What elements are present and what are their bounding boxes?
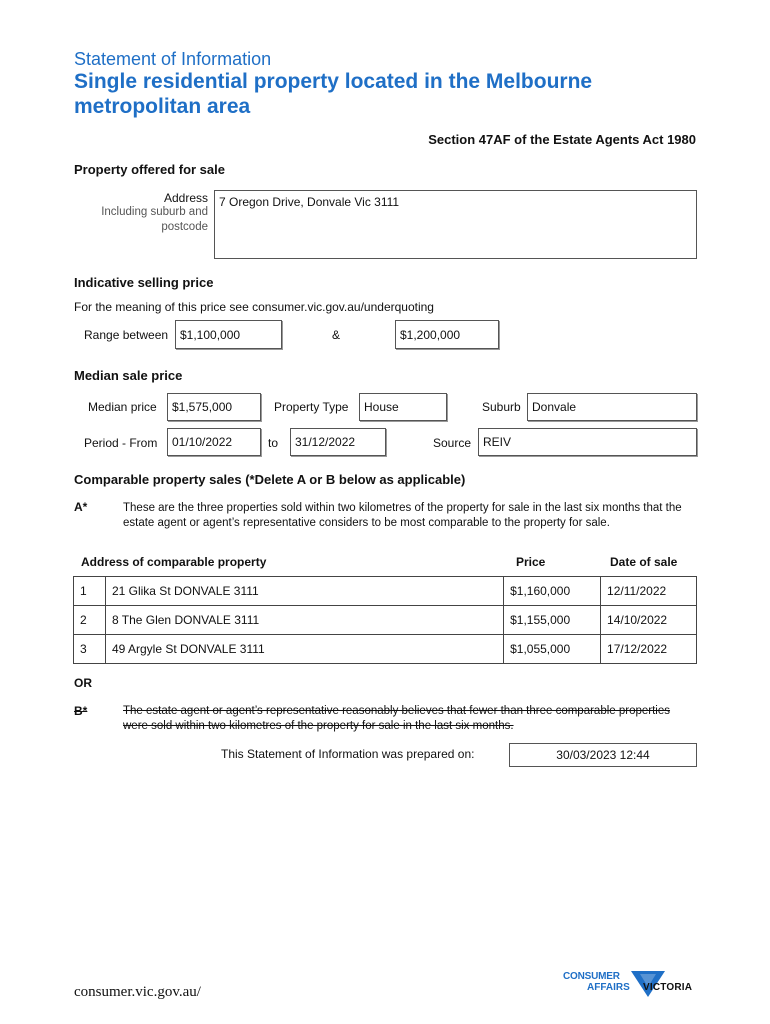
- act-reference: Section 47AF of the Estate Agents Act 1980: [428, 132, 696, 147]
- row-address[interactable]: 21 Glika St DONVALE 3111: [105, 577, 503, 606]
- row-number: 2: [74, 606, 106, 635]
- source-value: REIV: [483, 435, 512, 449]
- median-price-label: Median price: [88, 400, 157, 414]
- logo-line-consumer: CONSUMER: [563, 971, 620, 982]
- indicative-heading: Indicative selling price: [74, 275, 214, 290]
- prepared-date-value: 30/03/2023 12:44: [556, 748, 650, 762]
- table-row: [74, 577, 697, 606]
- row-number: 3: [74, 635, 106, 664]
- median-price-field[interactable]: [167, 393, 261, 421]
- range-high-field[interactable]: [395, 320, 499, 349]
- column-address-header: Address of comparable property: [81, 555, 267, 569]
- underquoting-note: For the meaning of this price see consumer.vic.gov.au/underquoting: [74, 300, 434, 314]
- property-type-field[interactable]: [359, 393, 447, 421]
- address-label: Address: [163, 191, 208, 205]
- median-heading: Median sale price: [74, 368, 183, 383]
- period-from-value: 01/10/2022: [172, 435, 233, 449]
- logo-line-victoria: VICTORIA: [643, 982, 693, 993]
- period-to-field[interactable]: [290, 428, 386, 456]
- comparable-heading: Comparable property sales (*Delete A or B below as applicable): [74, 472, 466, 487]
- row-date[interactable]: 14/10/2022: [601, 606, 697, 635]
- suburb-field[interactable]: [527, 393, 697, 421]
- document-title: Single residential property located in the Melbourne metropolitan area: [74, 70, 593, 118]
- period-to-value: 31/12/2022: [295, 435, 356, 449]
- row-address[interactable]: 49 Argyle St DONVALE 3111: [105, 635, 503, 664]
- row-price[interactable]: $1,155,000: [504, 606, 601, 635]
- footer-url: consumer.vic.gov.au/: [74, 984, 201, 1000]
- row-date[interactable]: 17/12/2022: [601, 635, 697, 664]
- period-to-label: to: [268, 436, 279, 450]
- consumer-affairs-logo: [563, 971, 703, 999]
- column-date-header: Date of sale: [610, 555, 678, 569]
- row-address[interactable]: 8 The Glen DONVALE 3111: [105, 606, 503, 635]
- or-label: OR: [74, 676, 92, 690]
- range-low-value: $1,100,000: [180, 327, 241, 342]
- source-label: Source: [433, 436, 472, 450]
- range-label: Range between: [84, 328, 169, 342]
- address-sublabel-1: Including suburb and: [101, 206, 208, 218]
- period-from-label: Period - From: [84, 436, 158, 450]
- address-field[interactable]: [214, 190, 697, 259]
- range-low-field[interactable]: [175, 320, 282, 349]
- suburb-value: Donvale: [532, 400, 577, 414]
- option-b-label: B*: [74, 704, 88, 718]
- period-from-field[interactable]: [167, 428, 261, 456]
- row-number: 1: [74, 577, 106, 606]
- source-field[interactable]: [478, 428, 697, 456]
- comparable-table: [73, 576, 697, 664]
- median-price-value: $1,575,000: [172, 400, 233, 414]
- option-a-text: These are the three properties sold within two kilometres of the property for sale in the last six months that the estate agent or agent’s representative considers to be most comparable to the property for sale.: [123, 502, 682, 529]
- property-type-value: House: [364, 400, 399, 414]
- property-heading: Property offered for sale: [74, 162, 225, 177]
- suburb-label: Suburb: [482, 400, 521, 414]
- document-kicker: Statement of Information: [74, 49, 272, 69]
- table-row: [74, 635, 697, 664]
- logo-line-affairs: AFFAIRS: [587, 982, 630, 993]
- address-sublabel-2: postcode: [161, 221, 208, 233]
- option-b-text: The estate agent or agent’s representative reasonably believes that fewer than three comparable properties were sold within two kilometres of the property for sale in the last six months.: [123, 705, 671, 732]
- option-a-label: A*: [74, 500, 88, 514]
- range-separator: &: [332, 328, 341, 342]
- column-price-header: Price: [516, 555, 546, 569]
- prepared-label: This Statement of Information was prepared on:: [221, 747, 475, 761]
- row-price[interactable]: $1,055,000: [504, 635, 601, 664]
- prepared-date-field[interactable]: [509, 743, 697, 767]
- row-price[interactable]: $1,160,000: [504, 577, 601, 606]
- row-date[interactable]: 12/11/2022: [601, 577, 697, 606]
- table-row: [74, 606, 697, 635]
- range-high-value: $1,200,000: [400, 327, 461, 342]
- property-type-label: Property Type: [274, 400, 349, 414]
- address-value: 7 Oregon Drive, Donvale Vic 3111: [219, 195, 400, 209]
